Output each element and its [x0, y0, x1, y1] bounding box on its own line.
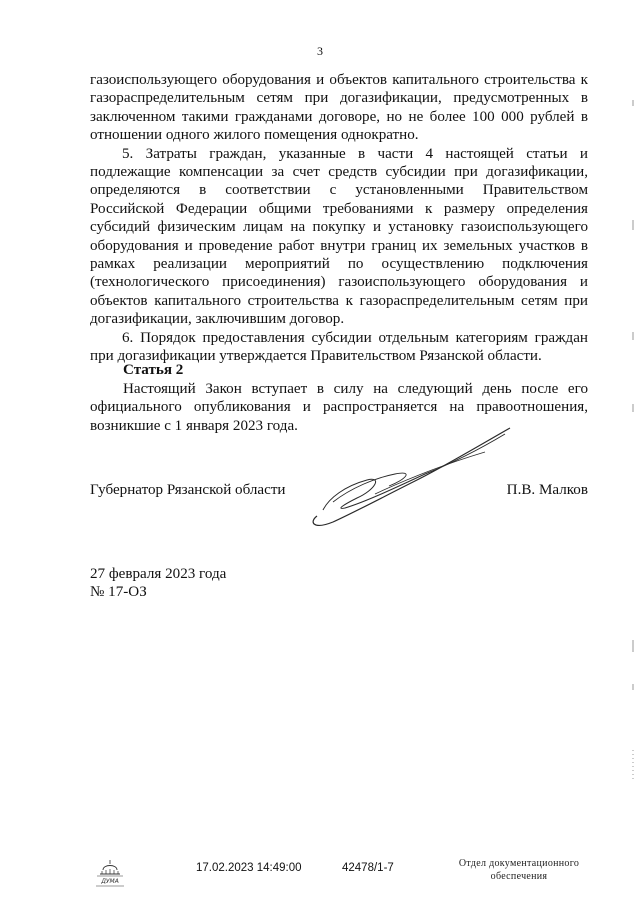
- stamp-line-1: Отдел документационного: [458, 858, 580, 869]
- paragraph-6: 6. Порядок предоставления субсидии отдельным категориям граждан при догазификации утверждается Правительством Рязанской области.: [90, 329, 588, 365]
- governor-name: П.В. Малков: [506, 482, 588, 498]
- footer-document-number: 42478/1-7: [342, 862, 394, 874]
- duma-logo-icon: [93, 858, 127, 888]
- law-date: 27 февраля 2023 года: [90, 566, 227, 582]
- footer-timestamp: 17.02.2023 14:49:00: [196, 862, 302, 874]
- article-2-title: Статья 2: [123, 362, 184, 378]
- duma-logo-text: ДУМА: [101, 878, 119, 885]
- stamp-line-2: обеспечения: [490, 871, 548, 882]
- paragraph-continuation: газоиспользующего оборудования и объектов капитального строительства к газораспределительным сетям при догазификации, предусмотренных в заключенном такими гражданами договоре, но не более 100 000 рублей в отношении одного жилого помещения однократно.: [90, 72, 588, 144]
- page-number: 3: [317, 44, 323, 58]
- department-stamp: [444, 857, 594, 883]
- handwritten-signature: [305, 418, 520, 533]
- law-number: № 17-ОЗ: [90, 584, 147, 600]
- scan-edge-marks: [629, 100, 637, 820]
- paragraph-5: 5. Затраты граждан, указанные в части 4 настоящей статьи и подлежащие компенсации за счет средств субсидии при догазификации, определяются в соответствии с установленными Правительством Российской Федерации общими требованиями к размеру определения субсидий физическим лицам на покупку и установку газоиспользующего оборудования и проведение работ внутри границ их земельных участков в рамках реализации мероприятий по осуществлению подключения (технологического присоединения) газоиспользующего оборудования и объектов капитального строительства к газораспределительным сетям при догазификации, заключившим договор.: [90, 145, 588, 328]
- governor-title: Губернатор Рязанской области: [90, 482, 286, 498]
- article-2-text: Настоящий Закон вступает в силу на следующий день после его официального опубликования и распространяется на правоотношения, возникшие с 1 января 2023 года.: [90, 381, 588, 434]
- law-body-text: [90, 71, 588, 366]
